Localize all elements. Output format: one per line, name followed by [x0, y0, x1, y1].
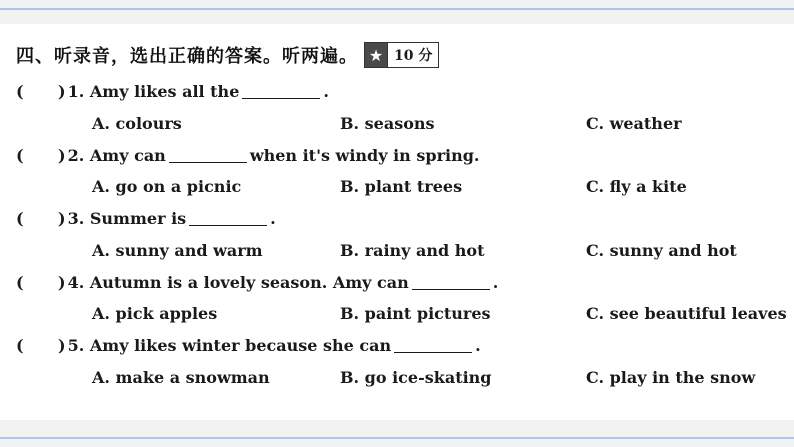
question-text-before: Summer is — [89, 208, 187, 228]
option-c[interactable]: C. fly a kite — [586, 176, 687, 196]
answer-blank[interactable] — [412, 288, 490, 290]
option-a[interactable]: A. pick apples — [92, 303, 218, 323]
question-text-after: . — [475, 335, 481, 355]
options-4 — [16, 299, 794, 327]
answer-blank[interactable] — [242, 97, 320, 99]
answer-paren-open[interactable]: ( — [16, 335, 24, 355]
question-5 — [16, 331, 481, 359]
options-3 — [16, 236, 794, 264]
option-a[interactable]: A. sunny and warm — [92, 240, 263, 260]
option-b[interactable]: B. go ice-skating — [340, 367, 492, 387]
question-number: 2. — [67, 145, 85, 165]
answer-paren-close: ) — [58, 272, 66, 292]
answer-paren-close: ) — [58, 81, 66, 101]
question-2 — [16, 141, 479, 169]
option-c[interactable]: C. sunny and hot — [586, 240, 737, 260]
answer-paren-close: ) — [58, 335, 66, 355]
question-number: 3. — [67, 208, 85, 228]
score-label: 10 分 — [387, 43, 438, 67]
question-text-after: when it's windy in spring. — [249, 145, 480, 165]
option-c[interactable]: C. weather — [586, 113, 682, 133]
score-badge — [364, 42, 439, 68]
top-accent-line — [0, 8, 794, 10]
question-text-after: . — [492, 272, 499, 292]
question-number: 1. — [67, 81, 85, 101]
question-text-after: . — [323, 81, 329, 101]
bottom-accent-line — [0, 437, 794, 439]
answer-paren-close: ) — [58, 145, 66, 165]
answer-paren-open[interactable]: ( — [16, 81, 24, 101]
question-number: 4. — [67, 272, 85, 292]
question-4 — [16, 268, 498, 296]
question-text-before: Amy likes all the — [89, 81, 240, 101]
question-number: 5. — [67, 335, 85, 355]
question-text-before: Amy can — [89, 145, 166, 165]
bottom-decorative-bar — [0, 420, 794, 447]
star-icon: ★ — [365, 43, 387, 67]
option-a[interactable]: A. go on a picnic — [92, 176, 242, 196]
answer-paren-close: ) — [58, 208, 66, 228]
options-5 — [16, 363, 794, 391]
question-3 — [16, 204, 276, 232]
question-text-before: Amy likes winter because she can — [89, 335, 392, 355]
option-c[interactable]: C. see beautiful leaves — [586, 303, 787, 323]
question-1 — [16, 77, 329, 105]
option-b[interactable]: B. seasons — [340, 113, 435, 133]
answer-paren-open[interactable]: ( — [16, 208, 24, 228]
option-a[interactable]: A. make a snowman — [92, 367, 270, 387]
option-a[interactable]: A. colours — [92, 113, 182, 133]
section-title: 四、听录音，选出正确的答案。听两遍。 — [16, 46, 358, 67]
option-c[interactable]: C. play in the snow — [586, 367, 756, 387]
answer-blank[interactable] — [169, 161, 247, 163]
option-b[interactable]: B. paint pictures — [340, 303, 491, 323]
option-b[interactable]: B. plant trees — [340, 176, 463, 196]
answer-paren-open[interactable]: ( — [16, 145, 24, 165]
option-b[interactable]: B. rainy and hot — [340, 240, 485, 260]
section-header — [16, 40, 439, 70]
question-text-after: . — [270, 208, 276, 228]
question-text-before: Autumn is a lovely season. Amy can — [89, 272, 409, 292]
answer-blank[interactable] — [394, 351, 472, 353]
answer-blank[interactable] — [189, 224, 267, 226]
options-2 — [16, 172, 794, 200]
answer-paren-open[interactable]: ( — [16, 272, 24, 292]
top-decorative-bar — [0, 0, 794, 24]
options-1 — [16, 109, 794, 137]
